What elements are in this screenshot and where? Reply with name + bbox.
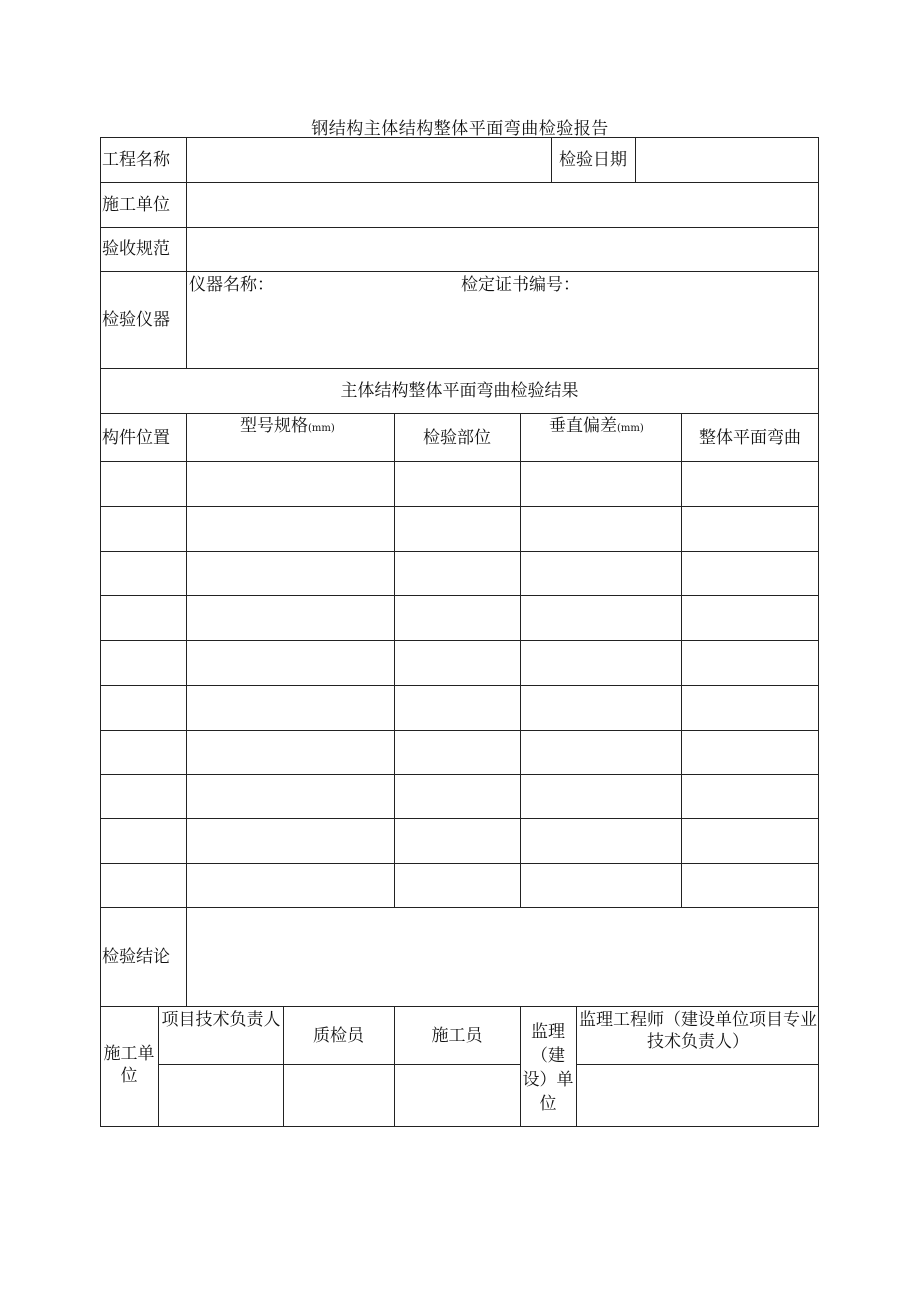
sig-quality-inspector-field[interactable] (285, 1077, 391, 1121)
project-name-label: 工程名称 (102, 150, 170, 170)
col-header-vertical-deviation-unit: (mm) (617, 423, 644, 434)
inspection-date-label: 检验日期 (559, 150, 627, 170)
col-header-model-spec (240, 415, 335, 440)
conclusion-label: 检验结论 (102, 947, 170, 967)
sig-supervision-unit-label: 监理（建设）单位 (522, 1022, 574, 1114)
report-form (100, 137, 819, 1127)
col-header-part: 检验部位 (423, 428, 491, 448)
col-header-model-spec-unit: (mm) (308, 423, 335, 434)
sig-construction-unit-label: 施工单位 (103, 1044, 155, 1086)
sig-supervision-engineer-label: 监理工程师（建设单位项目专业技术负责人） (579, 1010, 817, 1052)
sig-constructor-label: 施工员 (431, 1026, 483, 1046)
col-header-position: 构件位置 (102, 428, 170, 448)
sig-supervision-engineer-field[interactable] (578, 1077, 816, 1121)
sig-tech-lead-field[interactable] (160, 1077, 280, 1121)
results-section-title: 主体结构整体平面弯曲检验结果 (340, 381, 579, 401)
col-header-vertical-deviation (549, 415, 644, 440)
sig-tech-lead-label: 项目技术负责人 (161, 1010, 281, 1030)
instrument-name-label: 仪器名称： (189, 275, 274, 295)
instrument-label: 检验仪器 (102, 310, 170, 330)
col-header-vertical-deviation-text: 垂直偏差 (549, 416, 617, 436)
sig-constructor-field[interactable] (396, 1077, 517, 1121)
acceptance-spec-label: 验收规范 (102, 239, 170, 259)
sig-quality-inspector-label: 质检员 (313, 1026, 364, 1046)
col-header-overall-bending: 整体平面弯曲 (699, 428, 801, 448)
report-title: 钢结构主体结构整体平面弯曲检验报告 (311, 119, 609, 139)
certificate-no-label: 检定证书编号： (461, 275, 580, 295)
col-header-model-spec-text: 型号规格 (240, 416, 308, 436)
construction-unit-label: 施工单位 (102, 195, 170, 215)
